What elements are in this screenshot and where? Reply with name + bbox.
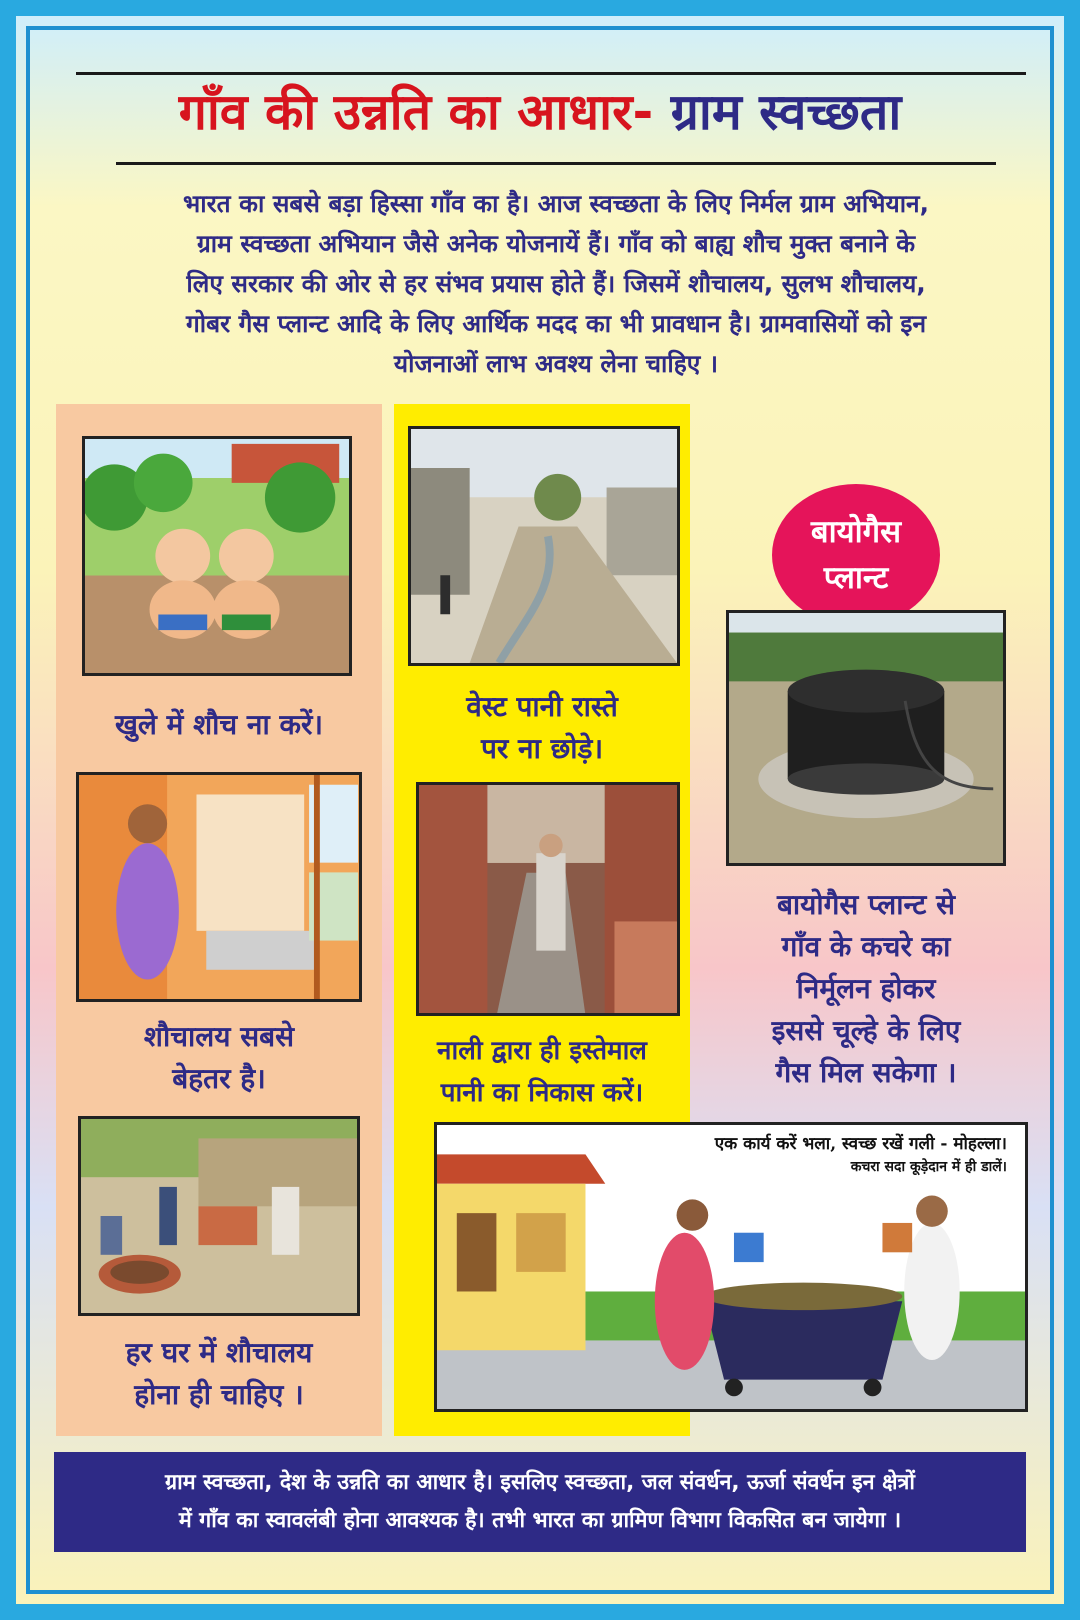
title-rule-bottom [116,162,996,165]
intro-line: लिए सरकार की ओर से हर संभव प्रयास होते हैं। जिसमें शौचालय, सुलभ शौचालय, [186,269,926,298]
caption-line: गैस मिल सकेगा । [775,1056,957,1089]
caption-line: वेस्ट पानी रास्ते [466,690,618,723]
caption-no-open-defecation [56,704,382,746]
toilet-construction-photo [78,1116,360,1316]
badge-line: प्लान्ट [823,560,889,596]
footer-line: ग्राम स्वच्छता, देश के उन्नति का आधार है। इसलिए स्वच्छता, जल संवर्धन, ऊर्जा संवर्धन इन क्षेत्रों [165,1470,915,1495]
caption-toilet-every-home [56,1332,382,1416]
caption-use-drain [394,1030,690,1114]
intro-line: ग्राम स्वच्छता अभियान जैसे अनेक योजनायें हैं। गाँव को बाह्य शौच मुक्त बनाने के [196,229,916,258]
caption-line: निर्मूलन होकर [796,972,936,1005]
caption-line: होना ही चाहिए । [134,1378,304,1411]
open-defecation-illustration [82,436,352,676]
intro-paragraph [66,184,1046,384]
caption-line: पर ना छोड़े। [480,732,604,765]
biogas-plant-photo [726,610,1006,866]
biogas-plant-badge [772,484,940,626]
badge-line: बायोगैस [810,514,902,550]
caption-line: शौचालय सबसे [143,1020,295,1053]
footer-banner [54,1452,1026,1552]
title-rule-top [76,72,1026,75]
caption-no-waste-water [394,686,690,770]
cartoon-slogan-1: एक कार्य करें भला, स्वच्छ रखें गली - मोहल्ला। [714,1134,1007,1154]
caption-toilet-best [56,1016,382,1100]
caption-line: पानी का निकास करें। [440,1078,644,1108]
caption-biogas [716,884,1016,1094]
intro-line: गोबर गैस प्लान्ट आदि के लिए आर्थिक मदद का भी प्रावधान है। ग्रामवासियों को इन [185,309,927,338]
cartoon-slogan-2: कचरा सदा कूड़ेदान में ही डालें। [850,1159,1007,1175]
caption-line: हर घर में शौचालय [125,1336,313,1369]
footer-line: में गाँव का स्वावलंबी होना आवश्यक है। तभी भारत का ग्रामिण विभाग विकसित बन जायेगा । [178,1508,902,1533]
caption-line: बेहतर है। [172,1062,266,1095]
waste-bin-cartoon [434,1122,1028,1412]
caption-line: इससे चूल्हे के लिए [771,1014,961,1047]
caption-line: बायोगैस प्लान्ट से [776,888,956,921]
title-part-navy: ग्राम स्वच्छता [670,83,902,141]
toilet-illustration [76,772,362,1002]
drain-cleaning-photo [416,782,680,1016]
caption-line: नाली द्वारा ही इस्तेमाल [437,1036,647,1066]
intro-line: योजनाओं लाभ अवश्य लेना चाहिए । [393,349,719,378]
intro-line: भारत का सबसे बड़ा हिस्सा गाँव का है। आज स्वच्छता के लिए निर्मल ग्राम अभियान, [183,189,929,218]
caption-line: खुले में शौच ना करें। [114,708,324,741]
waste-water-street-photo [408,426,680,666]
page-title [56,76,1024,148]
title-part-red: गाँव की उन्नति का आधार- [178,83,654,141]
caption-line: गाँव के कचरे का [781,930,951,963]
